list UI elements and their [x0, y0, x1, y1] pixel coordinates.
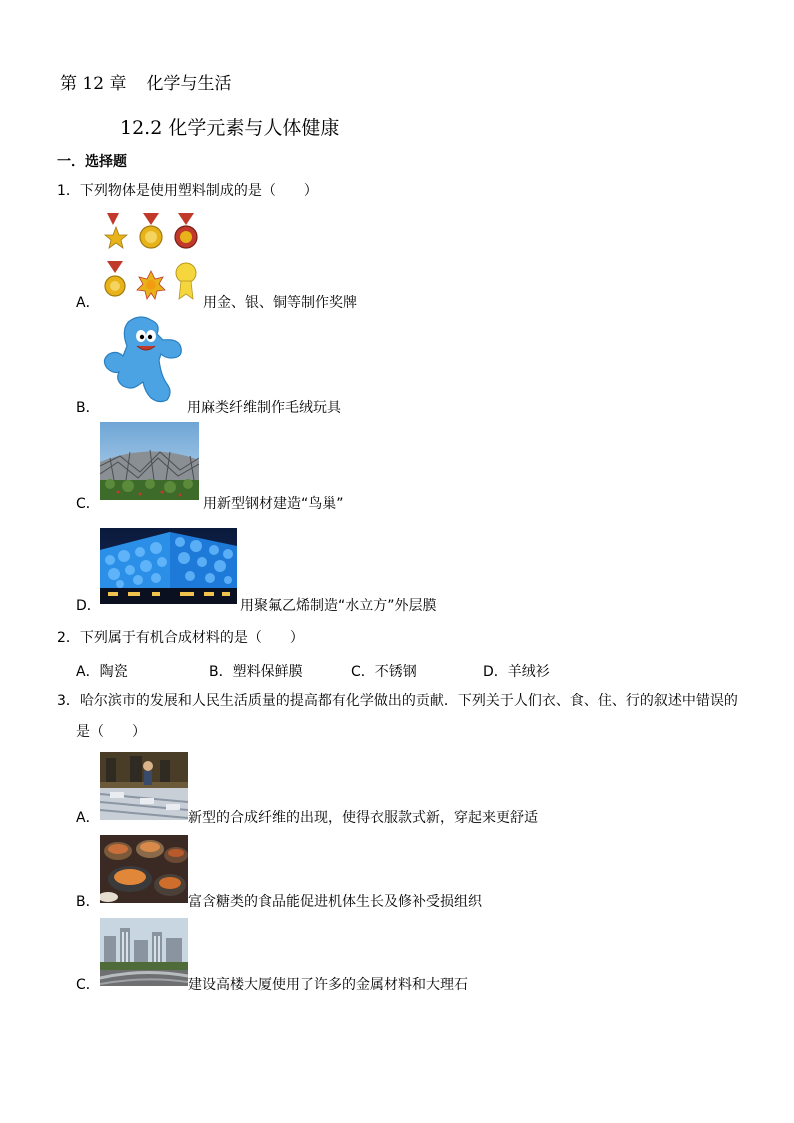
q1-option-d-letter: D． — [76, 598, 101, 614]
question-1-stem: 1．下列物体是使用塑料制成的是（ ） — [57, 183, 318, 199]
q2-option-b: B．塑料保鲜膜 — [209, 664, 303, 680]
section-heading: 一．选择题 — [57, 154, 127, 170]
q1-option-c-text: 用新型钢材建造“鸟巢” — [203, 496, 344, 512]
question-3-stem-line1: 3．哈尔滨市的发展和人民生活质量的提高都有化学做出的贡献．下列关于人们衣、食、住、行的叙述中错误的 — [57, 693, 738, 709]
q1-option-b-letter: B． — [76, 400, 100, 416]
q3-option-c-text: 建设高楼大厦使用了许多的金属材料和大理石 — [188, 977, 468, 993]
q1-option-a-text: 用金、银、铜等制作奖牌 — [203, 295, 357, 311]
birds-nest-stadium-image — [100, 422, 199, 500]
question-3-stem-line2: 是（ ） — [76, 724, 146, 740]
q3-option-a-text: 新型的合成纤维的出现，使得衣服款式新，穿起来更舒适 — [188, 810, 538, 826]
q3-option-b-text: 富含糖类的食品能促进机体生长及修补受损组织 — [188, 894, 482, 910]
q3-option-c-letter: C． — [76, 977, 100, 993]
water-cube-image — [100, 528, 237, 604]
q3-option-b-letter: B． — [76, 894, 100, 910]
mascot-image — [101, 314, 183, 404]
q2-option-d: D．羊绒衫 — [483, 664, 550, 680]
q3-option-a-letter: A． — [76, 810, 100, 826]
chapter-number: 第 12 章 — [60, 74, 127, 94]
chapter-name: 化学与生活 — [146, 74, 232, 94]
question-2-options — [0, 661, 794, 681]
q2-option-c: C．不锈钢 — [351, 664, 417, 680]
chapter-heading — [60, 69, 231, 94]
q1-option-d-text: 用聚氟乙烯制造“水立方”外层膜 — [240, 598, 437, 614]
q1-option-b-text: 用麻类纤维制作毛绒玩具 — [187, 400, 341, 416]
q2-option-a: A．陶瓷 — [76, 664, 128, 680]
question-2-stem: 2．下列属于有机合成材料的是（ ） — [57, 630, 304, 646]
textile-factory-image — [100, 752, 188, 820]
city-buildings-image — [100, 918, 188, 986]
q1-option-a-letter: A． — [76, 295, 100, 311]
q1-option-c-letter: C． — [76, 496, 100, 512]
medals-image — [101, 211, 201, 303]
food-dishes-image — [100, 835, 188, 903]
section-title: 12.2 化学元素与人体健康 — [120, 117, 340, 139]
